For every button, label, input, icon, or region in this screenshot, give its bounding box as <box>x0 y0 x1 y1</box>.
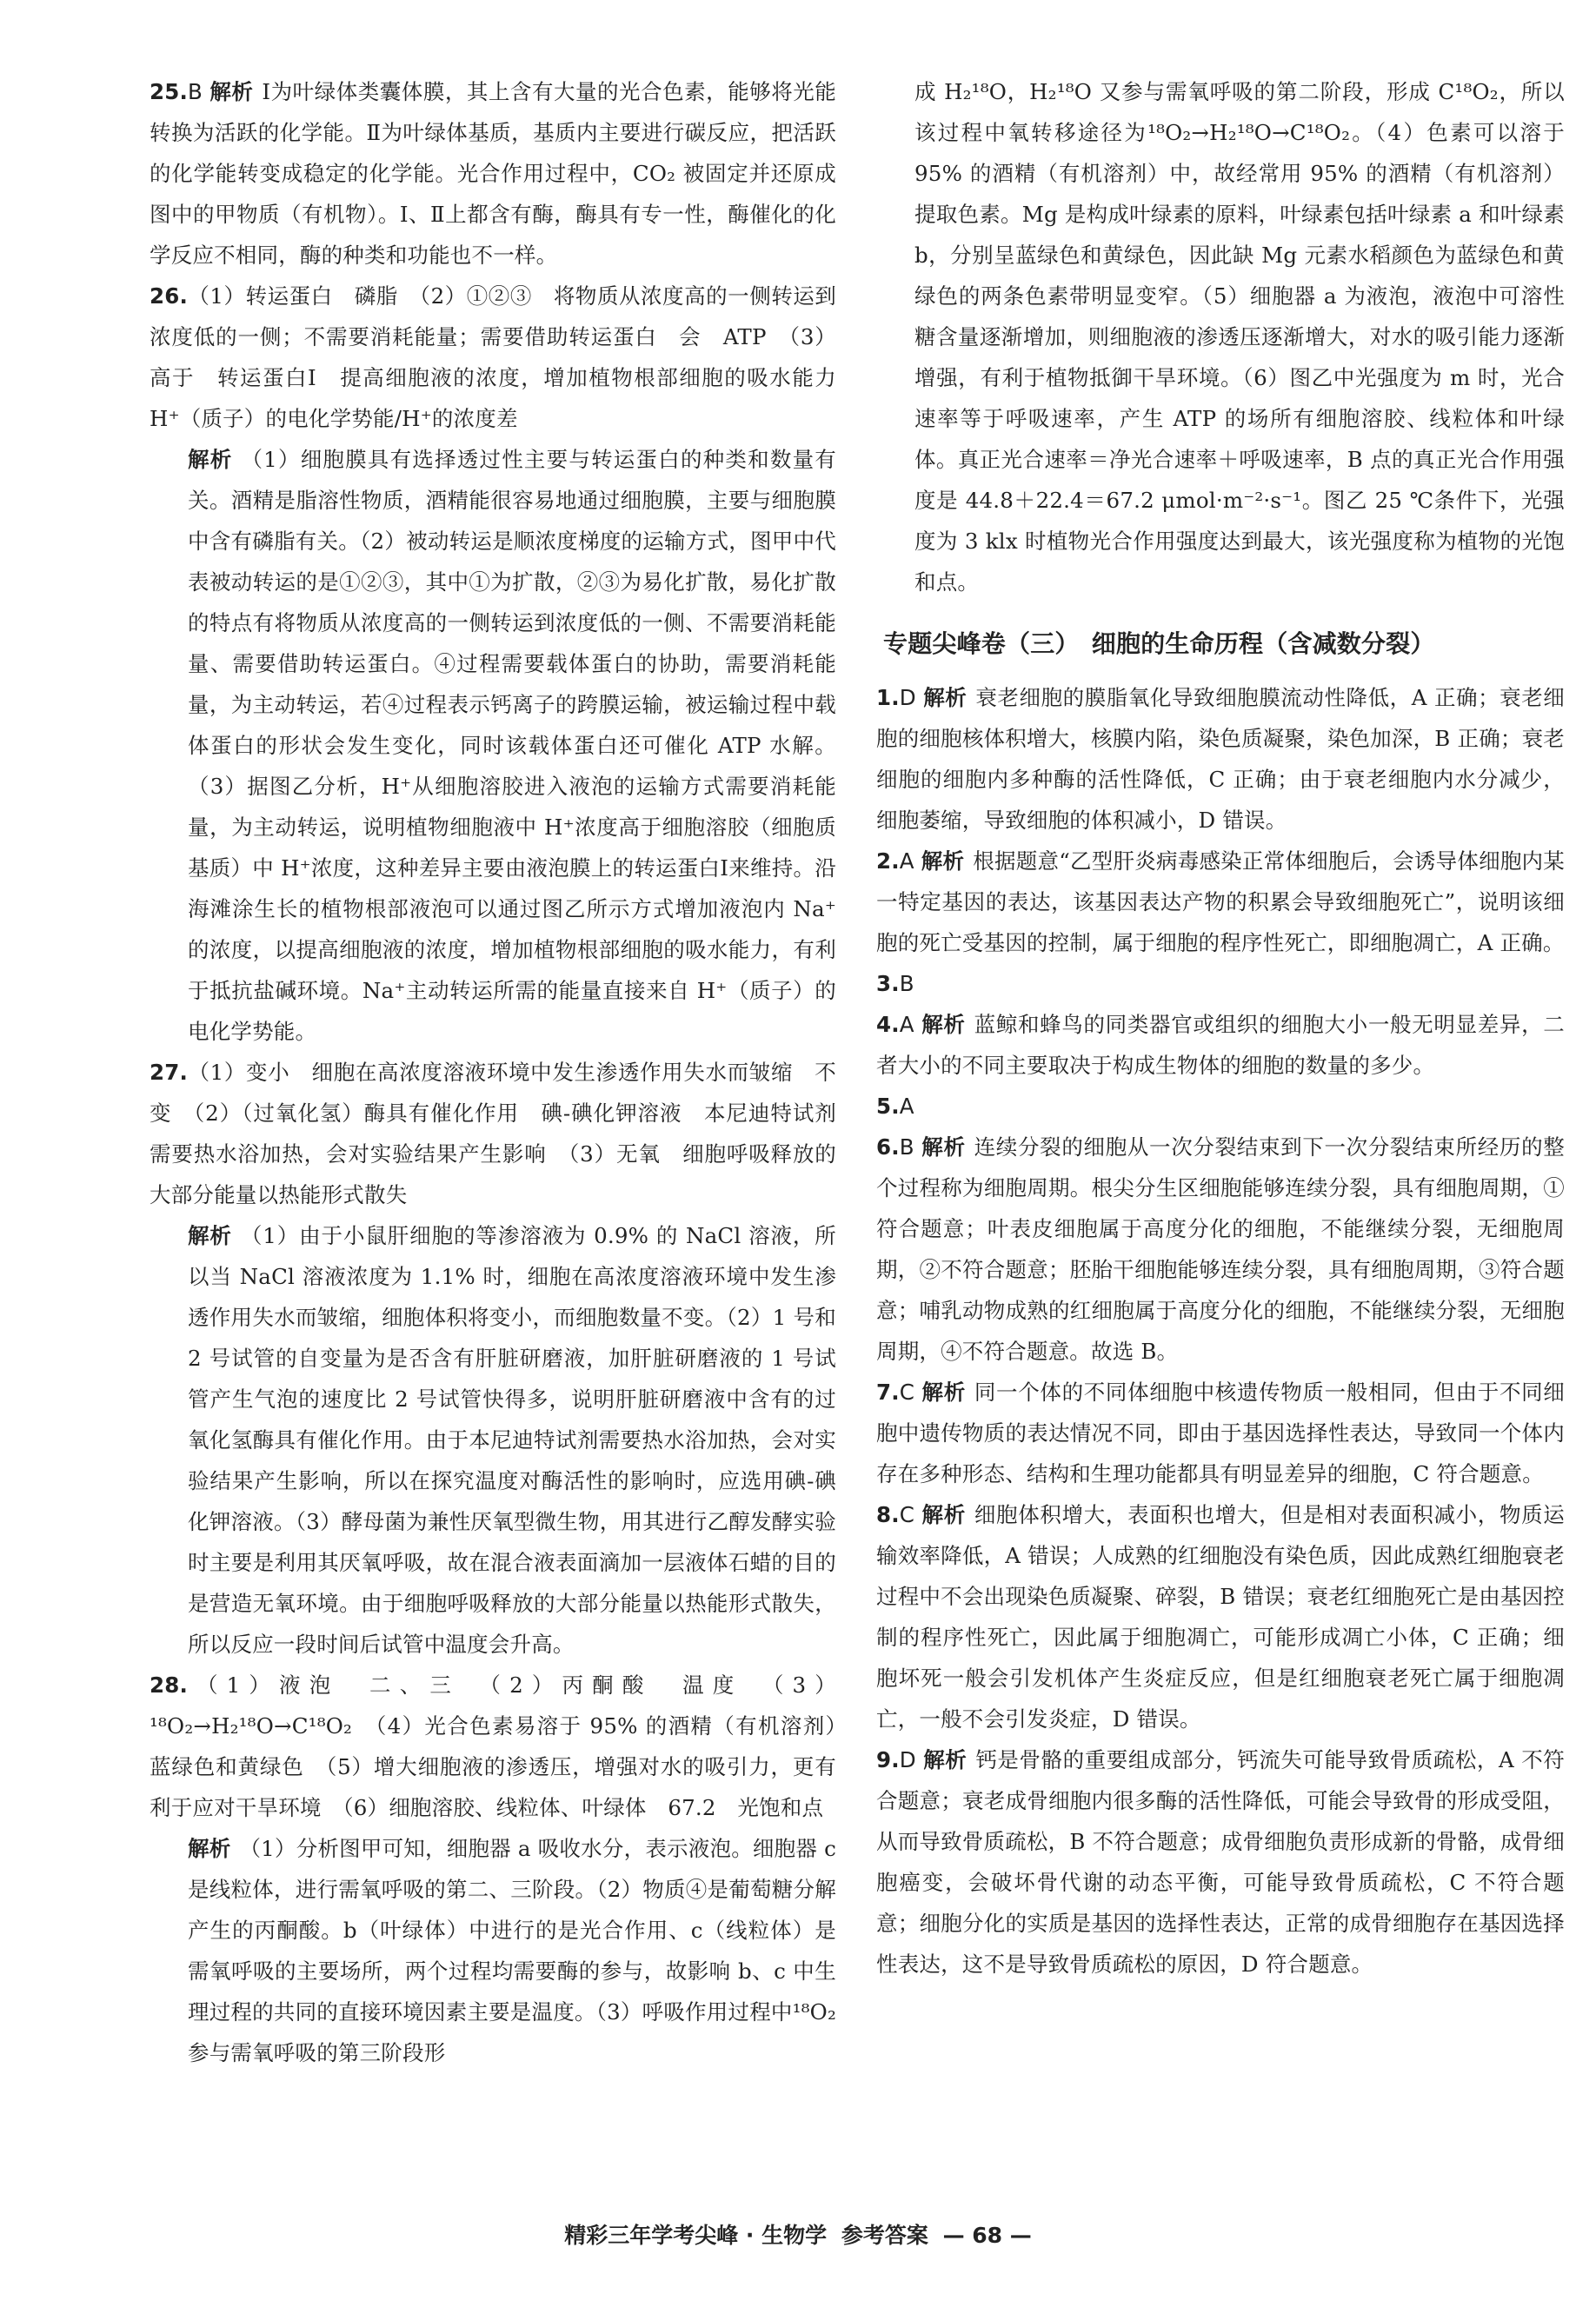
answer-item-7 <box>876 1372 1565 1494</box>
analysis-28 <box>150 1828 836 2073</box>
answer-item-28 <box>150 1665 858 1828</box>
analysis-tag: 解析 <box>921 1134 966 1160</box>
answer-letter: C <box>899 1380 915 1405</box>
left-column <box>150 71 858 2073</box>
analysis-tag: 解析 <box>209 79 254 104</box>
answer-letter: B <box>899 1134 914 1160</box>
answer-letter: B <box>188 79 203 104</box>
analysis-tag: 解析 <box>921 1502 966 1527</box>
analysis-tag: 解析 <box>922 1747 968 1772</box>
question-number: 25. <box>150 79 189 104</box>
analysis-text: 根据题意“乙型肝炎病毒感染正常体细胞后，会诱导体细胞内某一特定基因的表达，该基因表达产物的积累会导致细胞死亡”，说明该细胞的死亡受基因的控制，属于细胞的程序性死亡，即细胞凋亡，A 正确。 <box>876 848 1565 955</box>
answer-item-8 <box>876 1494 1565 1739</box>
analysis-tag: 解析 <box>922 685 968 710</box>
page-footer <box>0 2218 1596 2250</box>
question-number: 7. <box>876 1380 900 1405</box>
answer-item-1 <box>876 677 1565 841</box>
answer-letter: D <box>899 1747 916 1772</box>
analysis-text: （1）细胞膜具有选择透过性主要与转运蛋白的种类和数量有关。酒精是脂溶性物质，酒精能很容易地通过细胞膜，主要与细胞膜中含有磷脂有关。（2）被动转运是顺浓度梯度的运输方式，图甲中代表被动转运的是①②③，其中①为扩散，②③为易化扩散，易化扩散的特点有将物质从浓度高的一侧转运到浓度低的一侧、不需要消耗能量、需要借助转运蛋白。④过程需要载体蛋白的协助，需要消耗能量，为主动转运，若④过程表示钙离子的跨膜运输，被运输过程中载体蛋白的形状会发生变化，同时该载体蛋白还可催化 ATP 水解。（3）据图乙分析，H⁺从细胞溶胶进入液泡的运输方式需要消耗能量，为主动转运，说明植物细胞液中 H⁺浓度高于细胞溶胶（细胞质基质）中 H⁺浓度，这种差异主要由液泡膜上的转运蛋白Ⅰ来维持。沿海滩涂生长的植物根部液泡可以通过图乙所示方式增加液泡内 Na⁺的浓度，以提高细胞液的浓度，增加植物根部细胞的吸水能力，有利于抵抗盐碱环境。Na⁺主动转运所需的能量直接来自 H⁺（质子）的电化学势能。 <box>188 447 836 1044</box>
answer-item-5 <box>876 1086 1565 1127</box>
answer-item-25 <box>150 71 836 276</box>
answer-letter: D <box>899 685 916 710</box>
answer-item-6 <box>876 1127 1565 1372</box>
answer-item-4 <box>876 1004 1565 1086</box>
answer-letter: B <box>899 971 914 996</box>
question-number: 2. <box>876 848 900 874</box>
answer-item-2 <box>876 841 1565 963</box>
analysis-text: 连续分裂的细胞从一次分裂结束到下一次分裂结束所经历的整个过程称为细胞周期。根尖分生区细胞能够连续分裂，具有细胞周期，①符合题意；叶表皮细胞属于高度分化的细胞，不能继续分裂，无细胞周期，②不符合题意；胚胎干细胞能够连续分裂，具有细胞周期，③符合题意；哺乳动物成熟的红细胞属于高度分化的细胞，不能继续分裂，无细胞周期，④不符合题意。故选 B。 <box>876 1134 1565 1364</box>
answer-text: （1）转运蛋白 磷脂 （2）①②③ 将物质从浓度高的一侧转运到浓度低的一侧；不需要消耗能量；需要借助转运蛋白 会 ATP （3）高于 转运蛋白Ⅰ 提高细胞液的浓度，增加植物根部细胞的吸水能力 H⁺（质子）的电化学势能/H⁺的浓度差 <box>150 283 858 431</box>
answer-letter: A <box>899 1012 914 1037</box>
analysis-text: 钙是骨骼的重要组成部分，钙流失可能导致骨质疏松，A 不符合题意；衰老成骨细胞内很多酶的活性降低，可能会导致骨的形成受阻，从而导致骨质疏松，B 不符合题意；成骨细胞负责形成新的骨骼，成骨细胞癌变，会破坏骨代谢的动态平衡，可能导致骨质疏松，C 不符合题意；细胞分化的实质是基因的选择性表达，正常的成骨细胞存在基因选择性表达，这不是导致骨质疏松的原因，D 符合题意。 <box>876 1747 1566 1977</box>
question-number: 4. <box>876 1012 900 1037</box>
page-number: — 68 — <box>942 2223 1032 2248</box>
analysis-tag: 解析 <box>188 1223 232 1248</box>
question-number: 1. <box>876 685 900 710</box>
answer-item-3 <box>876 963 1565 1004</box>
right-column <box>876 71 1565 1985</box>
answer-text: （1）液泡 二、三 （2）丙酮酸 温度 （3）¹⁸O₂→H₂¹⁸O→C¹⁸O₂ （4）光合色素易溶于 95% 的酒精（有机溶剂） 蓝绿色和黄绿色 （5）增大细胞液的渗透压，增强对水的吸引力，更有利于应对干旱环境 （6）细胞溶胶、线粒体、叶绿体 67.2 光饱和点 <box>150 1672 858 1820</box>
analysis-tag: 解析 <box>188 447 233 472</box>
footer-section: 参考答案 <box>841 2223 928 2248</box>
analysis-text: 细胞体积增大，表面积也增大，但是相对表面积减小，物质运输效率降低，A 错误；人成熟的红细胞没有染色质，因此成熟红细胞衰老过程中不会出现染色质凝聚、碎裂，B 错误；衰老红细胞死亡是由基因控制的程序性死亡，因此属于细胞凋亡，可能形成凋亡小体，C 正确；细胞坏死一般会引发机体产生炎症反应，但是红细胞衰老死亡属于细胞凋亡，一般不会引发炎症，D 错误。 <box>876 1502 1565 1732</box>
question-number: 27. <box>150 1060 189 1085</box>
analysis-tag: 解析 <box>921 848 965 874</box>
analysis-text: 衰老细胞的膜脂氧化导致细胞膜流动性降低，A 正确；衰老细胞的细胞核体积增大，核膜内陷，染色质凝聚，染色加深，B 正确；衰老细胞的细胞内多种酶的活性降低，C 正确；由于衰老细胞内水分减少，细胞萎缩，导致细胞的体积减小，D 错误。 <box>876 685 1566 833</box>
analysis-text: Ⅰ为叶绿体类囊体膜，其上含有大量的光合色素，能够将光能转换为活跃的化学能。Ⅱ为叶绿体基质，基质内主要进行碳反应，把活跃的化学能转变成稳定的化学能。光合作用过程中，CO₂ 被固定并还原成图中的甲物质（有机物）。Ⅰ、Ⅱ上都含有酶，酶具有专一性，酶催化的化学反应不相同，酶的种类和功能也不一样。 <box>150 79 837 268</box>
answer-item-26 <box>150 276 858 439</box>
analysis-text: 同一个体的不同体细胞中核遗传物质一般相同，但由于不同细胞中遗传物质的表达情况不同，即由于基因选择性表达，导致同一个体内存在多种形态、结构和生理功能都具有明显差异的细胞，C 符合题意。 <box>876 1380 1565 1486</box>
question-number: 9. <box>876 1747 900 1772</box>
analysis-26 <box>150 439 836 1052</box>
analysis-text: 成 H₂¹⁸O，H₂¹⁸O 又参与需氧呼吸的第二阶段，形成 C¹⁸O₂，所以该过程中氧转移途径为¹⁸O₂→H₂¹⁸O→C¹⁸O₂。（4）色素可以溶于 95% 的酒精（有机溶剂）中，故经常用 95% 的酒精（有机溶剂）提取色素。Mg 是构成叶绿素的原料，叶绿素包括叶绿素 a 和叶绿素 b，分别呈蓝绿色和黄绿色，因此缺 Mg 元素水稻颜色为蓝绿色和黄绿色的两条色素带明显变窄。（5）细胞器 a 为液泡，液泡中可溶性糖含量逐渐增加，则细胞液的渗透压逐渐增大，对水的吸引能力逐渐增强，有利于植物抵御干旱环境。（6）图乙中光强度为 m 时，光合速率等于呼吸速率，产生 ATP 的场所有细胞溶胶、线粒体和叶绿体。真正光合速率＝净光合速率＋呼吸速率，B 点的真正光合作用强度是 44.8＋22.4＝67.2 μmol·m⁻²·s⁻¹。图乙 25 ℃条件下，光强度为 3 klx 时植物光合作用强度达到最大，该光强度称为植物的光饱和点。 <box>914 79 1565 595</box>
answer-text: （1）变小 细胞在高浓度溶液环境中发生渗透作用失水而皱缩 不变 （2）（过氧化氢）酶具有催化作用 碘-碘化钾溶液 本尼迪特试剂需要热水浴加热，会对实验结果产生影响 （3）无氧 细胞呼吸释放的大部分能量以热能形式散失 <box>150 1060 836 1207</box>
answer-letter: C <box>899 1502 915 1527</box>
analysis-27 <box>150 1215 836 1665</box>
answer-letter: A <box>899 848 914 874</box>
answer-item-27 <box>150 1052 836 1215</box>
answer-letter: A <box>899 1094 914 1119</box>
question-number: 5. <box>876 1094 900 1119</box>
section-title: 专题尖峰卷（三） 细胞的生命历程（含减数分裂） <box>883 629 1435 658</box>
book-title: 精彩三年学考尖峰 · 生物学 <box>564 2223 828 2248</box>
analysis-tag: 解析 <box>921 1012 966 1037</box>
answer-item-9 <box>876 1739 1565 1985</box>
analysis-28-continued <box>876 71 1565 602</box>
question-number: 6. <box>876 1134 900 1160</box>
analysis-text: （1）由于小鼠肝细胞的等渗溶液为 0.9% 的 NaCl 溶液，所以当 NaCl 溶液浓度为 1.1% 时，细胞在高浓度溶液环境中发生渗透作用失水而皱缩，细胞体积将变小，而细胞数量不变。（2）1 号和 2 号试管的自变量为是否含有肝脏研磨液，加肝脏研磨液的 1 号试管产生气泡的速度比 2 号试管快得多，说明肝脏研磨液中含有的过氧化氢酶具有催化作用。由于本尼迪特试剂需要热水浴加热，会对实验结果产生影响，所以在探究温度对酶活性的影响时，应选用碘-碘化钾溶液。（3）酵母菌为兼性厌氧型微生物，用其进行乙醇发酵实验时主要是利用其厌氧呼吸，故在混合液表面滴加一层液体石蜡的目的是营造无氧环境。由于细胞呼吸释放的大部分能量以热能形式散失，所以反应一段时间后试管中温度会升高。 <box>188 1223 836 1657</box>
analysis-tag: 解析 <box>188 1836 231 1861</box>
analysis-text: 蓝鲸和蜂鸟的同类器官或组织的细胞大小一般无明显差异，二者大小的不同主要取决于构成生物体的细胞的数量的多少。 <box>876 1012 1565 1078</box>
question-number: 28. <box>150 1672 189 1698</box>
analysis-text: （1）分析图甲可知，细胞器 a 吸收水分，表示液泡。细胞器 c 是线粒体，进行需氧呼吸的第二、三阶段。（2）物质④是葡萄糖分解产生的丙酮酸。b（叶绿体）中进行的是光合作用、c（线粒体）是需氧呼吸的主要场所，两个过程均需要酶的参与，故影响 b、c 中生理过程的共同的直接环境因素主要是温度。（3）呼吸作用过程中¹⁸O₂ 参与需氧呼吸的第三阶段形 <box>188 1836 836 2065</box>
question-number: 3. <box>876 971 900 996</box>
question-number: 26. <box>150 283 189 309</box>
analysis-tag: 解析 <box>921 1380 966 1405</box>
question-number: 8. <box>876 1502 900 1527</box>
